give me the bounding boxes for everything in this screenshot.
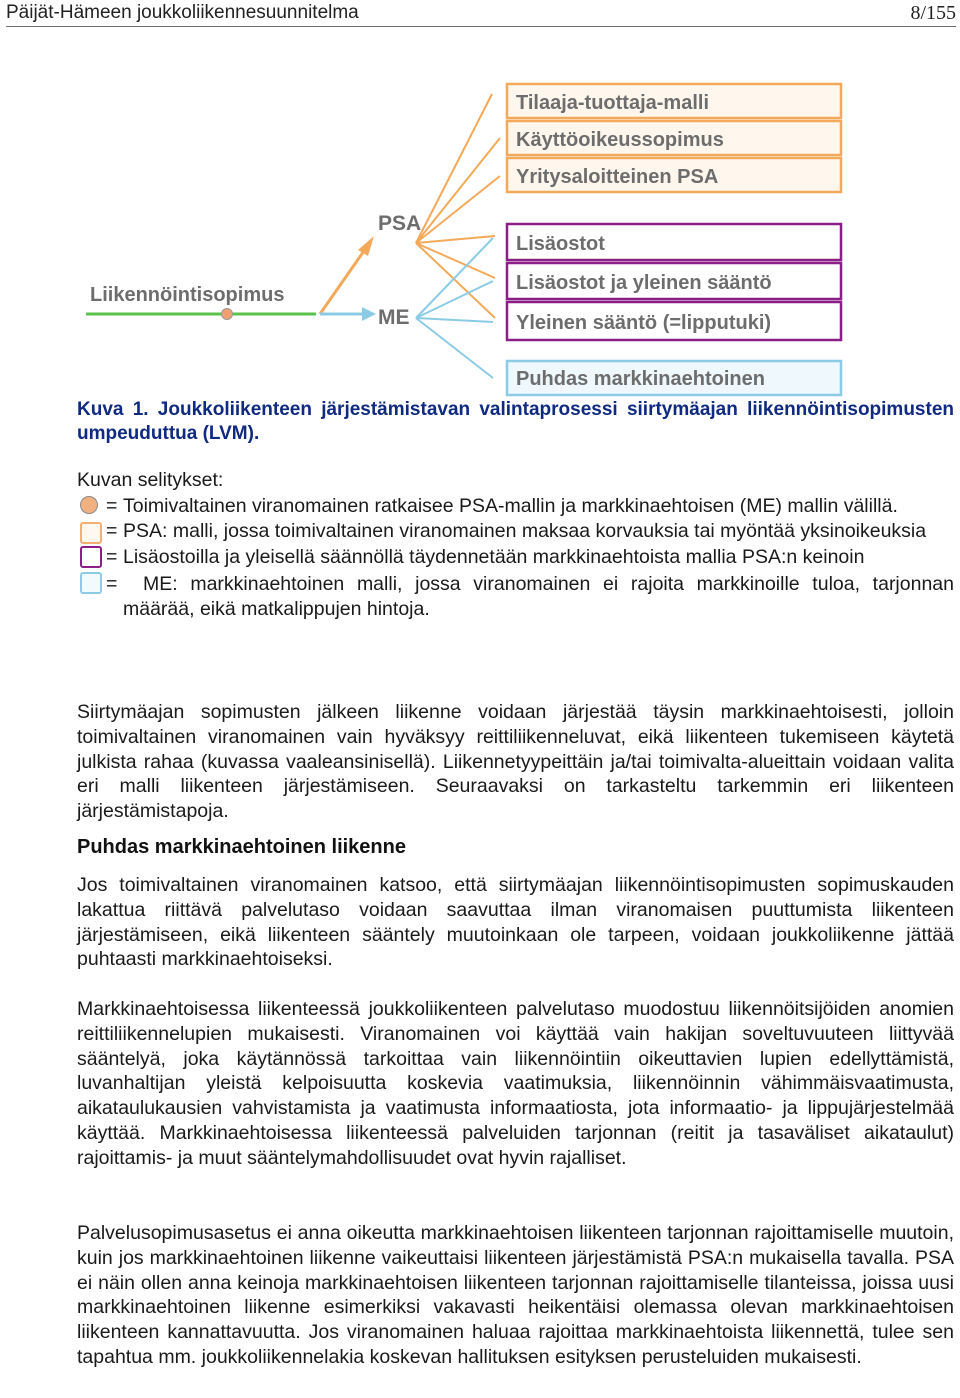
psa-branch-line <box>416 94 492 243</box>
legend-item <box>77 494 954 519</box>
legend-text <box>123 572 954 622</box>
paragraph: Palvelusopimusasetus ei anna oikeutta markkinaehtoisen liikenteen tarjonnan rajoittamiselle muutoin, kuin jos markkinaehtoinen liikenne vaikeuttaisi liikenteen järjestämistä PSA:n mukaisella tavalla. PSA ei näin ollen anna keinoja markkinaehtoisen liikenteen tarjonnan rajoittamiselle tilanteissa, joissa uusi markkinaehtoinen liikenne esimerkiksi vakavasti heikentäisi olemassa olevan markkinaehtoisen liikenteen kannattavuutta. Jos viranomainen haluaa rajoittaa markkinaehtoista liikennettä, tulee sen tapahtua mm. joukkoliikennelakia koskevan hallituksen esityksen perusteluiden mukaisesti. <box>77 1222 954 1368</box>
legend-text-content: ME: markkinaehtoinen malli, jossa viranomainen ei rajoita markkinoille tuloa, tarjonnan määrää, eikä matkalippujen hintoja. <box>123 573 954 620</box>
document-title: Päijät-Hämeen joukkoliikennesuunnitelma <box>6 2 359 23</box>
legend-text: Lisäostoilla ja yleisellä säännöllä täydennetään markkinaehtoista mallia PSA:n keinoin <box>123 546 865 568</box>
psa-model-label: Käyttöoikeussopimus <box>516 129 724 151</box>
page-number: 8/155 <box>910 2 956 24</box>
process-diagram <box>80 78 870 403</box>
page-header <box>6 0 956 27</box>
psa-label: PSA <box>378 212 422 235</box>
legend-title: Kuvan selitykset: <box>77 469 224 491</box>
psa-branch-line <box>416 138 500 243</box>
blue-square-icon <box>80 572 102 594</box>
legend-item <box>77 519 954 544</box>
legend-text: Toimivaltainen viranomainen ratkaisee PSA-mallin ja markkinaehtoisen (ME) mallin välillä. <box>123 495 898 517</box>
legend-equals: = <box>106 520 118 542</box>
me-branch-line <box>416 318 493 378</box>
me-branch-line <box>416 281 493 318</box>
decision-node <box>222 309 233 320</box>
orange-square-icon <box>80 522 102 544</box>
section-heading: Puhdas markkinaehtoinen liikenne <box>77 836 406 858</box>
paragraph: Markkinaehtoisessa liikenteessä joukkoliikenteen palvelutaso muodostuu liikennöitsijöiden anomien reittiliikennelupien mukaisesti. Viranomainen voi käyttää vain hakijan soveltuvuuteen liittyvää sääntelyä, joka käytännössä tarkoittaa vain liikennöintiin oikeuttavien lupien edellyttämistä, luvanhaltijan yleistä kelpoisuutta koskevia vaatimuksia, liikennöinnin vähimmäisvaatimusta, aikataulukausien vahvistamista ja vaatimusta informaatiosta, jota informaatio- ja lippujärjestelmää käyttää. Markkinaehtoisessa liikenteessä palveluiden tarjonnan (reitit ja tasaväliset aikataulut) rajoittamis- ja muut sääntelymahdollisuudet ovat hyvin rajalliset. <box>77 998 954 1169</box>
mixed-model-label: Lisäostot <box>516 233 605 255</box>
figure-caption: Kuva 1. Joukkoliikenteen järjestämistavan valintaprosessi siirtymäajan liikennöintisopimusten umpeuduttua (LVM). <box>77 399 954 444</box>
psa-model-label: Tilaaja-tuottaja-malli <box>516 92 710 114</box>
legend-text: PSA: malli, jossa toimivaltainen viranomainen maksaa korvauksia tai myöntää yksinoikeuksia <box>123 520 927 542</box>
legend-item <box>77 545 954 570</box>
psa-arrow <box>320 248 366 314</box>
legend-equals: = <box>106 495 118 517</box>
me-label: ME <box>378 306 410 329</box>
orange-circle-icon <box>80 496 98 514</box>
legend-equals: = <box>106 546 118 568</box>
paragraph: Jos toimivaltainen viranomainen katsoo, että siirtymäajan liikennöintisopimusten sopimuskauden lakattua riittävä palvelutaso voidaan saavuttaa ilman viranomaisen puuttumista liikenteen järjestämiseen, eikä liikenteen sääntely muutoinkaan ole tarpeen, voidaan joukkoliikenne jättää puhtaasti markkinaehtoiseksi. <box>77 874 954 971</box>
psa-branch-line <box>416 236 495 243</box>
legend <box>77 468 954 622</box>
purple-square-icon <box>80 546 102 568</box>
legend-item <box>77 572 954 622</box>
me-branch-line <box>416 318 493 322</box>
mixed-model-label: Yleinen sääntö (=lipputuki) <box>516 312 772 334</box>
contract-label: Liikennöintisopimus <box>90 284 285 306</box>
psa-model-label: Yritysaloitteinen PSA <box>516 166 719 188</box>
psa-branch-line <box>416 176 500 243</box>
paragraph: Siirtymäajan sopimusten jälkeen liikenne voidaan järjestää täysin markkinaehtoisesti, jolloin toimivaltainen viranomainen vain hyväksyy reittiliikenneluvat, eikä liikenteen tukemiseen käytetä julkista rahaa (kuvassa vaaleansinisellä). Liikennetyypeittäin ja/tai toimivalta-alueittain voidaan valita eri malli liikenteen järjestämiseen. Seuraavaksi on tarkasteltu tarkemmin eri liikenteen järjestämistapoja. <box>77 701 954 823</box>
mixed-model-label: Lisäostot ja yleinen sääntö <box>516 272 772 294</box>
market-model-label: Puhdas markkinaehtoinen <box>516 368 765 390</box>
legend-equals: = <box>106 573 118 595</box>
